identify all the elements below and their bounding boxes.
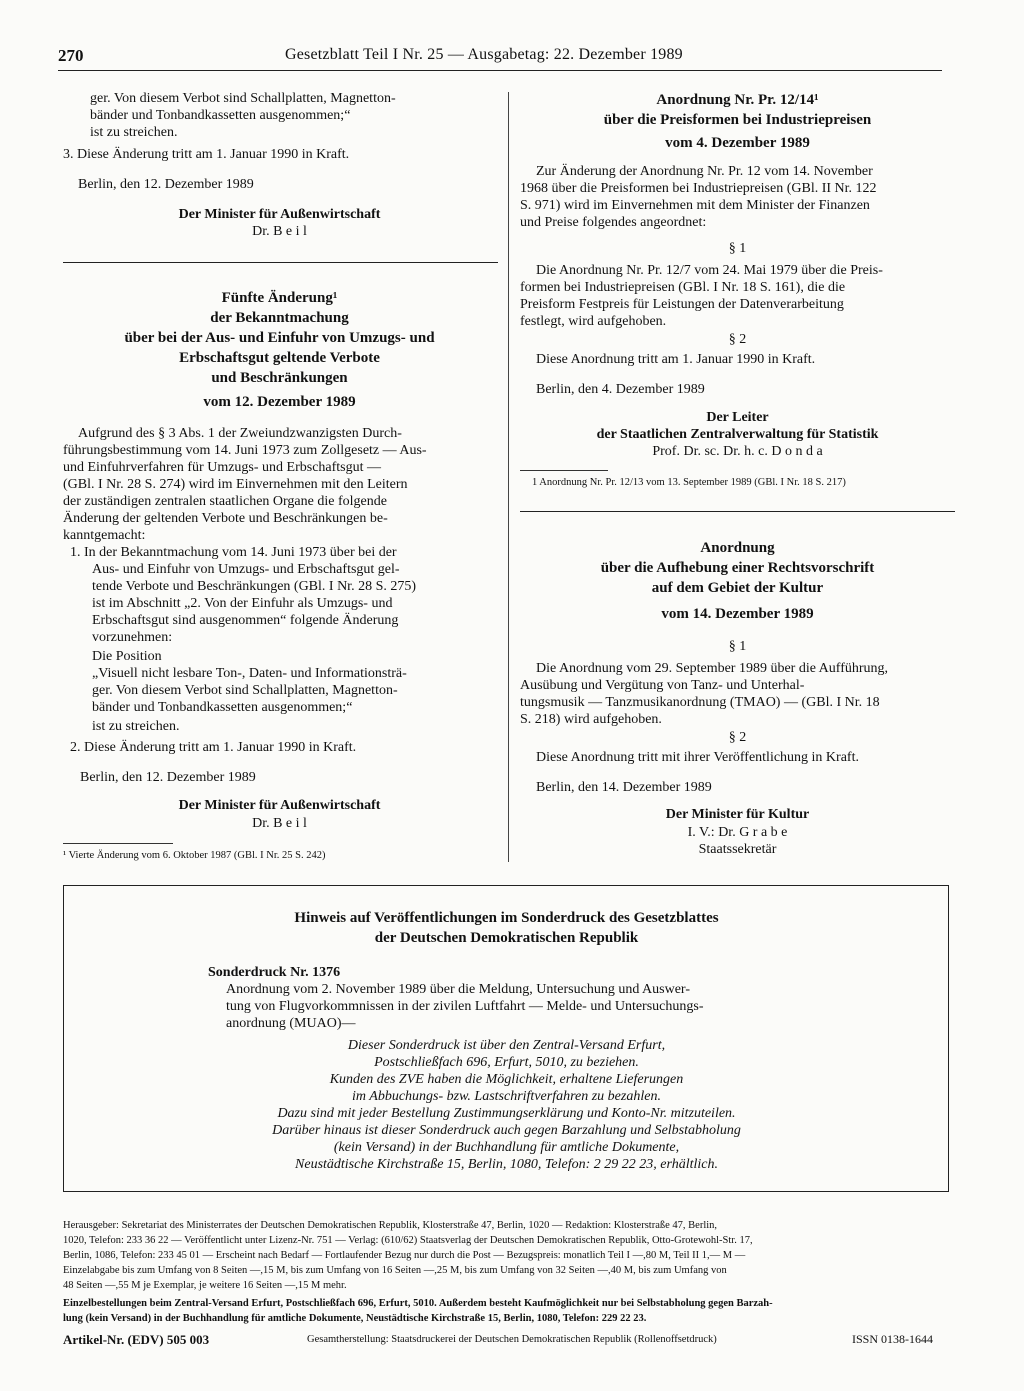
title-line: Fünfte Änderung¹ — [221, 290, 338, 306]
body-line: Die Anordnung vom 29. September 1989 über die Aufführung, — [536, 661, 889, 676]
column-separator — [508, 92, 509, 862]
body-line: Zur Änderung der Anordnung Nr. Pr. 12 vom 14. November — [536, 164, 873, 179]
page-number: 270 — [58, 46, 84, 65]
notice-italic-line: Postschließfach 696, Erfurt, 5010, zu beziehen. — [374, 1055, 639, 1070]
article-title — [520, 90, 955, 153]
body-line: formen bei Industriepreisen (GBl. I Nr. 18 S. 161), die die — [520, 280, 846, 295]
paragraph-number: § 1 — [728, 639, 747, 654]
body-line: S. 971) wird im Einvernehmen mit dem Minister der Finanzen — [520, 198, 870, 213]
body-line: der zuständigen zentralen staatlichen Organe die folgende — [63, 494, 387, 509]
item-line: „Visuell nicht lesbare Ton-, Daten- und Informationsträ- — [92, 666, 407, 681]
notice-label: Sonderdruck Nr. 1376 — [208, 965, 341, 980]
notice-italic-line: Neustädtische Kirchstraße 15, Berlin, 1080, Telefon: 2 29 22 23, erhältlich. — [295, 1157, 718, 1172]
paragraph-number: § 2 — [728, 730, 747, 745]
title-line: vom 4. Dezember 1989 — [665, 135, 810, 151]
article-date: vom 14. Dezember 1989 — [661, 606, 814, 622]
body-line: Ausübung und Vergütung von Tanz- und Unterhal- — [520, 678, 805, 693]
paragraph-number: § 1 — [728, 241, 747, 256]
notice-text-line: anordnung (MUAO)— — [226, 1016, 356, 1031]
title-line: Erbschaftsgut geltende Verbote — [179, 350, 380, 366]
title-line: und Beschränkungen — [211, 370, 348, 386]
place-date: Berlin, den 14. Dezember 1989 — [536, 780, 712, 795]
text-line: bänder und Tonbandkassetten ausgenommen;“ — [90, 108, 351, 123]
title-line: Anordnung Nr. Pr. 12/14¹ — [656, 92, 819, 108]
footnote: ¹ Vierte Änderung vom 6. Oktober 1987 (GBl. I Nr. 25 S. 242) — [63, 850, 326, 861]
title-line: Anordnung — [700, 540, 775, 556]
imprint-line: Einzelabgabe bis zum Umfang von 8 Seiten —,15 M, bis zum Umfang von 16 Seiten —,25 M, bis zum Umfang von 32 Seiten —,40 M, bis zum Umfang von — [63, 1265, 727, 1276]
item-line: bänder und Tonbandkassetten ausgenommen;“ — [92, 700, 353, 715]
imprint-line: Herausgeber: Sekretariat des Ministerrates der Deutschen Demokratischen Republik, Klosterstraße 47, Berlin, 1020 — Redaktion: Klosterstraße 47, Berlin, — [63, 1220, 718, 1231]
signatory-name: Prof. Dr. sc. Dr. h. c. D o n d a — [652, 444, 823, 459]
signatory-title: Der Minister für Kultur — [665, 807, 810, 822]
signatory-name: I. V.: Dr. G r a b e — [687, 825, 788, 840]
notice-italic-line: Kunden des ZVE haben die Möglichkeit, erhaltene Lieferungen — [329, 1072, 684, 1087]
text-line: ger. Von diesem Verbot sind Schallplatten, Magnetton- — [90, 91, 396, 106]
signatory-title: Der Leiter — [706, 410, 769, 425]
item-line: tende Verbote und Beschränkungen (GBl. I Nr. 28 S. 275) — [92, 579, 417, 594]
imprint-line: 48 Seiten —,55 M je Exemplar, je weitere 16 Seiten —,15 M mehr. — [63, 1280, 347, 1291]
imprint-line: Berlin, 1086, Telefon: 233 45 01 — Erscheint nach Bedarf — Fortlaufender Bezug nur durch die Post — Bezugspreis: monatlich Teil I —,80 M, Teil II 1,— M — — [63, 1250, 746, 1261]
signatory-title: Der Minister für Außenwirtschaft — [178, 798, 381, 813]
body-line: 1968 über die Preisformen bei Industriepreisen (GBl. II Nr. 122 — [520, 181, 877, 196]
notice-italic-line: Dazu sind mit jeder Bestellung Zustimmungserklärung und Konto-Nr. mitzuteilen. — [277, 1106, 736, 1121]
body-line: und Preise folgendes angeordnet: — [520, 215, 707, 230]
body-line: Änderung der geltenden Verbote und Beschränkungen be- — [63, 511, 388, 526]
item-line: Erbschaftsgut sind ausgenommen“ folgende Änderung — [92, 613, 399, 628]
place-date: Berlin, den 12. Dezember 1989 — [78, 177, 254, 192]
footnote: 1 Anordnung Nr. Pr. 12/13 vom 13. September 1989 (GBl. I Nr. 18 S. 217) — [532, 477, 846, 488]
imprint-line: Einzelbestellungen beim Zentral-Versand Erfurt, Postschließfach 696, Erfurt, 5010. Außerdem besteht Kaufmöglichkeit nur bei Selbstabholung gegen Barzah- — [63, 1298, 773, 1309]
imprint-line: lung (kein Versand) in der Buchhandlung für amtliche Dokumente, Neustädtische Kirchstraße 15, Berlin, 1080, Telefon: 229 22 23. — [63, 1313, 647, 1324]
text-line: ist zu streichen. — [90, 125, 178, 140]
body-line: S. 218) wird aufgehoben. — [520, 712, 662, 727]
imprint-line: 1020, Telefon: 233 36 22 — Veröffentlicht unter Lizenz-Nr. 751 — Verlag: (610/62) Staatsverlag der Deutschen Demokratischen Republik, Otto-Grotewohl-Str. 17, — [63, 1235, 753, 1246]
page-header-title: Gesetzblatt Teil I Nr. 25 — Ausgabetag: 22. Dezember 1989 — [285, 46, 683, 63]
item-line: Die Position — [92, 649, 162, 664]
article-title — [62, 288, 497, 388]
notice-italic-line: Dieser Sonderdruck ist über den Zentral-Versand Erfurt, — [347, 1038, 666, 1053]
body-line: Diese Anordnung tritt mit ihrer Veröffentlichung in Kraft. — [536, 750, 859, 765]
body-line: tungsmusik — Tanzmusikanordnung (TMAO) — (GBl. I Nr. 18 — [520, 695, 880, 710]
item-line: 2. Diese Änderung tritt am 1. Januar 1990 in Kraft. — [70, 740, 357, 755]
body-line: Die Anordnung Nr. Pr. 12/7 vom 24. Mai 1979 über die Preis- — [536, 263, 883, 278]
title-line: der Deutschen Demokratischen Republik — [374, 930, 639, 946]
title-line: Hinweis auf Veröffentlichungen im Sonderdruck des Gesetzblattes — [294, 910, 719, 926]
title-line: über bei der Aus- und Einfuhr von Umzugs- und — [124, 330, 435, 346]
text-line: 3. Diese Änderung tritt am 1. Januar 1990 in Kraft. — [63, 147, 350, 162]
footnote-rule — [520, 470, 608, 471]
article-title — [520, 538, 955, 598]
signatory-name: Dr. B e i l — [252, 224, 307, 239]
title-line: der Bekanntmachung — [210, 310, 349, 326]
body-line: festlegt, wird aufgehoben. — [520, 314, 667, 329]
item-line: ger. Von diesem Verbot sind Schallplatten, Magnetton- — [92, 683, 398, 698]
body-line: führungsbestimmung vom 14. Juni 1973 zum Zollgesetz — Aus- — [63, 443, 427, 458]
issn: ISSN 0138-1644 — [852, 1332, 934, 1346]
item-line: ist im Abschnitt „2. Von der Einfuhr als Umzugs- und — [92, 596, 393, 611]
section-rule — [63, 262, 498, 263]
body-line: und Einfuhrverfahren für Umzugs- und Erbschaftsgut — — [63, 460, 382, 475]
signatory-title: Der Minister für Außenwirtschaft — [178, 207, 381, 222]
item-line: ist zu streichen. — [92, 719, 180, 734]
notice-italic-line: im Abbuchungs- bzw. Lastschriftverfahren zu bezahlen. — [352, 1089, 661, 1104]
article-number: Artikel-Nr. (EDV) 505 003 — [63, 1332, 210, 1347]
item-line: vorzunehmen: — [92, 630, 173, 645]
notice-text-line: Anordnung vom 2. November 1989 über die Meldung, Untersuchung und Auswer- — [226, 982, 690, 997]
title-line: über die Preisformen bei Industriepreisen — [603, 112, 872, 128]
signatory-role: Staatssekretär — [698, 842, 777, 857]
signatory-name: Dr. B e i l — [252, 816, 307, 831]
item-line: 1. In der Bekanntmachung vom 14. Juni 1973 über bei der — [70, 545, 397, 560]
signatory-title: der Staatlichen Zentralverwaltung für Statistik — [596, 427, 879, 442]
notice-italic-line: (kein Versand) in der Buchhandlung für amtliche Dokumente, — [333, 1140, 680, 1155]
notice-title — [63, 908, 950, 948]
body-line: Diese Anordnung tritt am 1. Januar 1990 in Kraft. — [536, 352, 816, 367]
body-line: Preisform Festpreis für Leistungen der Datenverarbeitung — [520, 297, 844, 312]
notice-text-line: tung von Flugvorkommnissen in der zivilen Luftfahrt — Melde- und Untersuchungs- — [226, 999, 704, 1014]
title-line: über die Aufhebung einer Rechtsvorschrift — [600, 560, 875, 576]
section-rule — [520, 511, 955, 512]
place-date: Berlin, den 12. Dezember 1989 — [80, 770, 256, 785]
article-date: vom 12. Dezember 1989 — [203, 394, 356, 410]
header-rule — [58, 70, 942, 71]
place-date: Berlin, den 4. Dezember 1989 — [536, 382, 705, 397]
footnote-rule — [63, 843, 173, 844]
notice-italic-line: Darüber hinaus ist dieser Sonderdruck auch gegen Barzahlung und Selbstabholung — [272, 1123, 741, 1138]
title-line: auf dem Gebiet der Kultur — [651, 580, 824, 596]
body-line: kanntgemacht: — [63, 528, 146, 543]
item-line: Aus- und Einfuhr von Umzugs- und Erbschaftsgut gel- — [92, 562, 400, 577]
paragraph-number: § 2 — [728, 332, 747, 347]
body-line: (GBl. I Nr. 28 S. 274) wird im Einvernehmen mit den Leitern — [63, 477, 408, 492]
printer-note: Gesamtherstellung: Staatsdruckerei der Deutschen Demokratischen Republik (Rollenoffsetdruck) — [307, 1334, 717, 1345]
body-line: Aufgrund des § 3 Abs. 1 der Zweiundzwanzigsten Durch- — [78, 426, 402, 441]
